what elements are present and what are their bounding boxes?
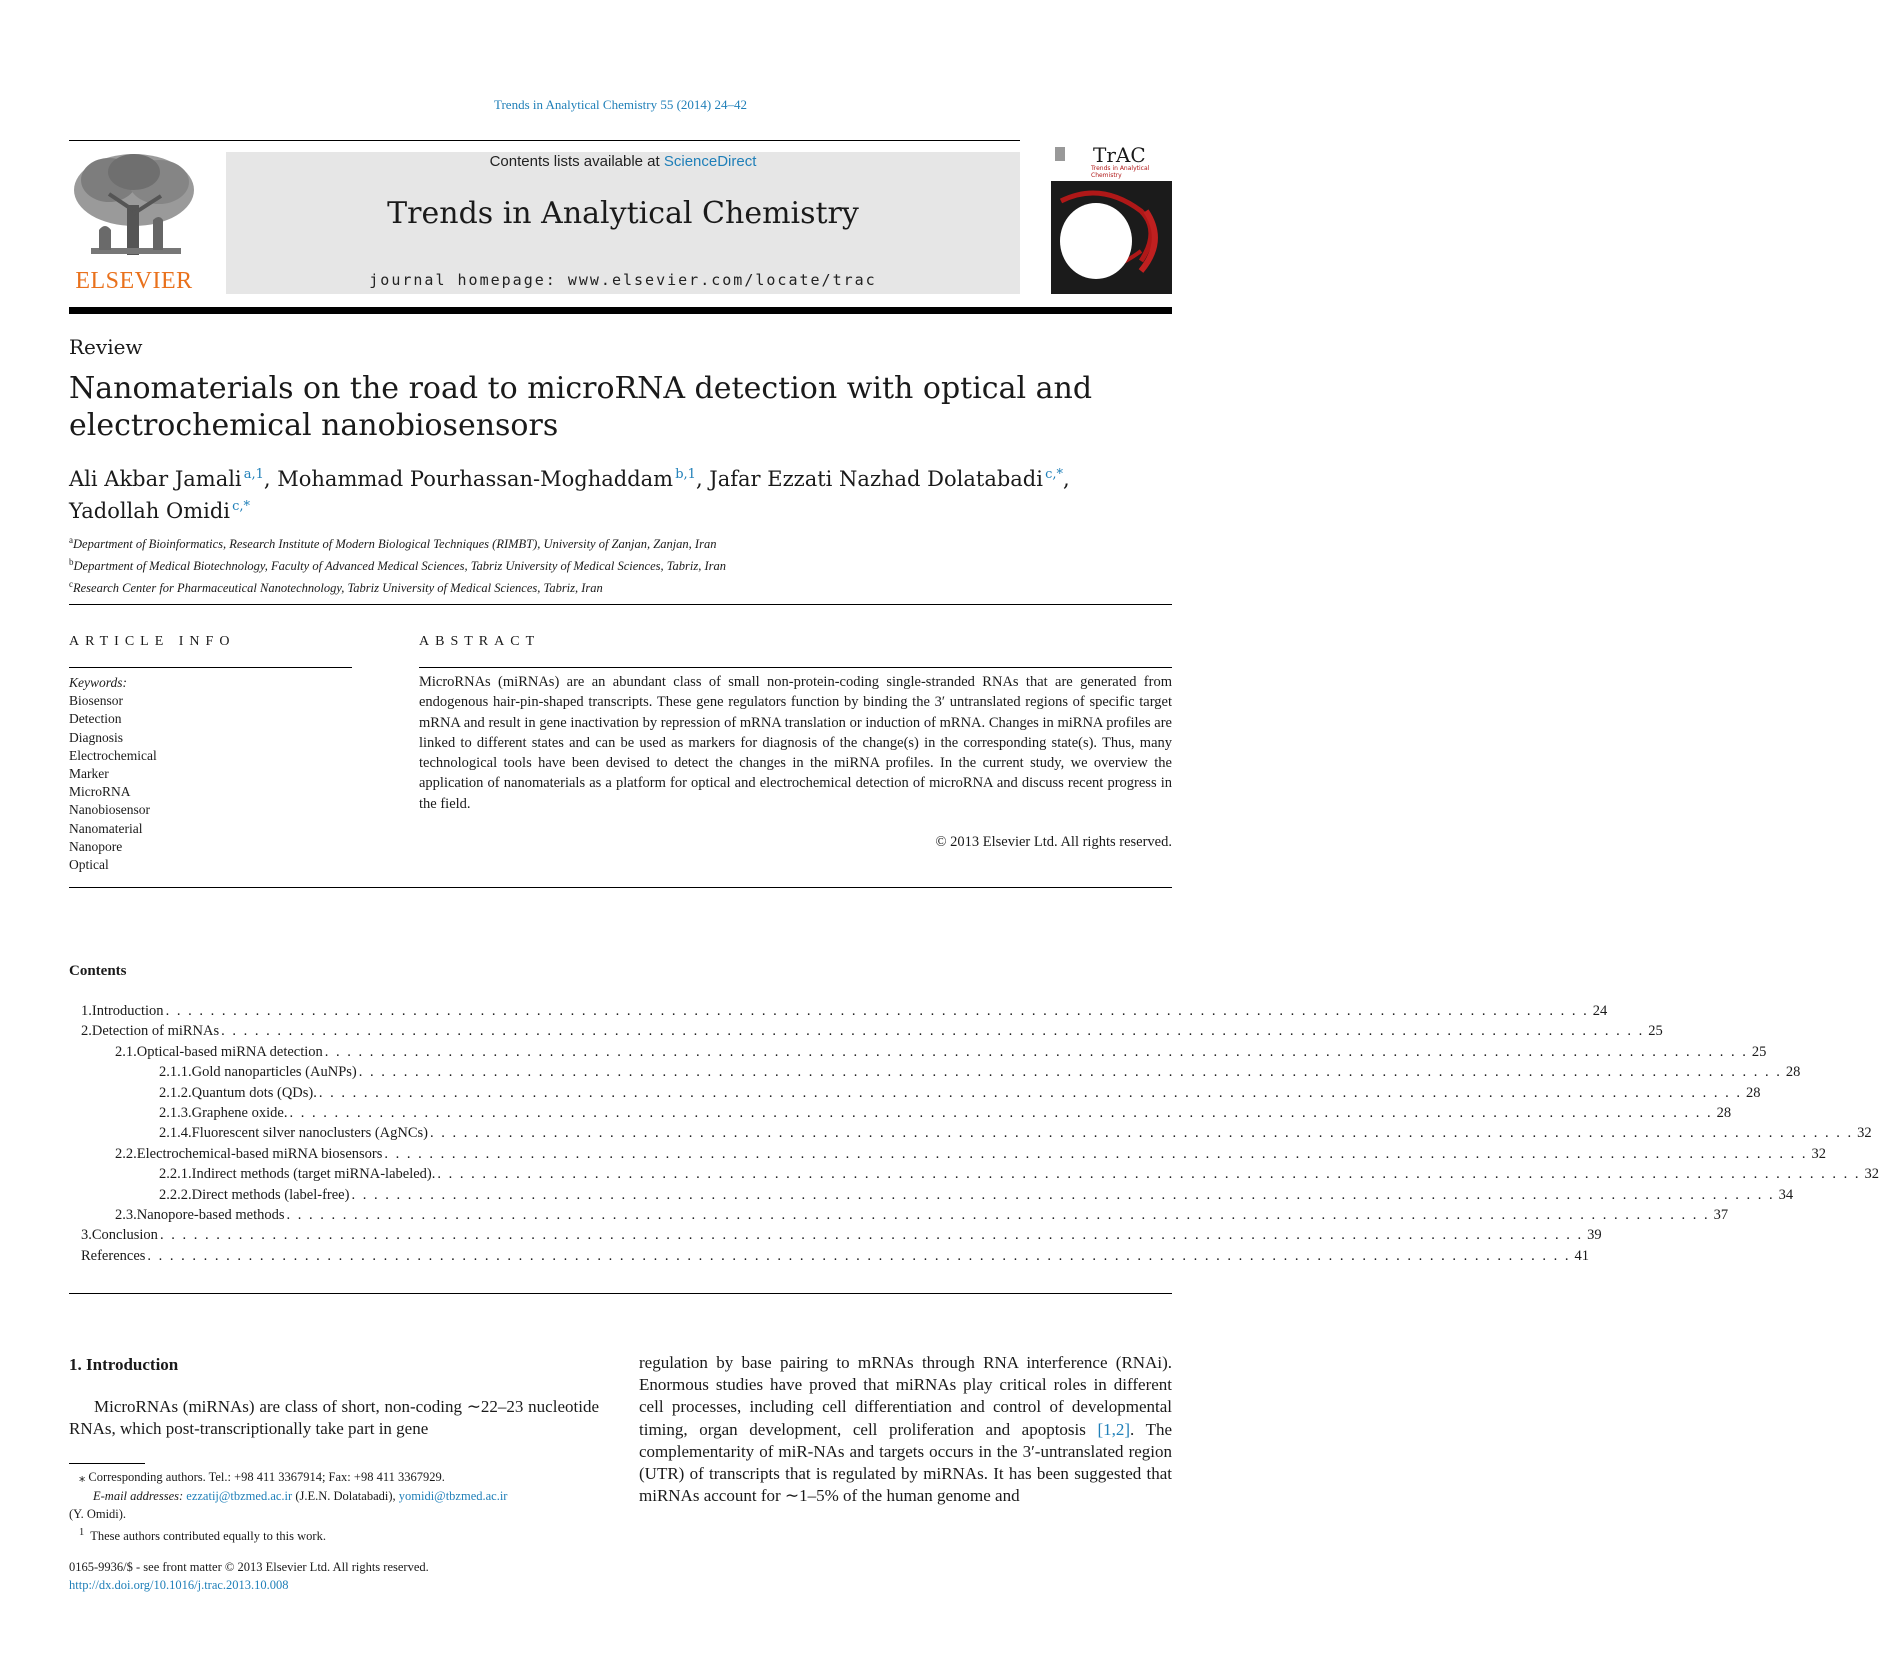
abstract-rule: [419, 667, 1172, 668]
toc-number: 2.1.4.: [159, 1125, 192, 1142]
table-of-contents: [69, 1001, 1879, 1266]
affiliation-text: Department of Bioinformatics, Research Institute of Modern Biological Techniques (RIMBT), University of Zanjan, Zanjan, Iran: [73, 537, 717, 552]
cover-subtitle: Trends in Analytical Chemistry: [1091, 165, 1150, 179]
email-owner: (Y. Omidi).: [69, 1507, 127, 1521]
affiliation-text: Research Center for Pharmaceutical Nanotechnology, Tabriz University of Medical Sciences, Tabriz, Iran: [73, 581, 603, 596]
toc-page-number: 28: [1746, 1084, 1761, 1101]
footnotes: [69, 1468, 599, 1545]
toc-entry[interactable]: [69, 1062, 1801, 1082]
citation-link[interactable]: [1,2]: [1097, 1419, 1131, 1439]
author-affiliation-mark[interactable]: b,1: [675, 467, 696, 482]
keyword-item: Optical: [69, 857, 109, 873]
toc-leader-dots: . . . . . . . . . . . . . . . . . . . . . . . . . . . . . . . . . . . . . . . . . . . . . . . . . . . . . . . . . . . . . . . . . . . . . . . . . . . . . . . . . . . . . . . . . . . . . . . . . . . . . . . . . . . . . . . . . . . . . . . . . . . . . . .: [384, 1145, 1808, 1162]
toc-number: 3.: [81, 1227, 92, 1244]
toc-title: Gold nanoparticles (AuNPs): [191, 1064, 357, 1081]
keyword-item: Nanomaterial: [69, 820, 143, 836]
toc-number: 2.1.3.: [159, 1104, 192, 1121]
journal-name: Trends in Analytical Chemistry: [387, 196, 859, 231]
keyword-item: Electrochemical: [69, 747, 157, 763]
toc-number: 2.: [81, 1023, 92, 1040]
toc-entry[interactable]: [69, 1123, 1872, 1143]
toc-leader-dots: . . . . . . . . . . . . . . . . . . . . . . . . . . . . . . . . . . . . . . . . . . . . . . . . . . . . . . . . . . . . . . . . . . . . . . . . . . . . . . . . . . . . . . . . . . . . . . . . . . . . . . . . . . . . . . . . . . . . . . . . . . . . . . .: [289, 1104, 1713, 1121]
keyword-item: Diagnosis: [69, 729, 123, 745]
toc-page-number: 41: [1574, 1247, 1590, 1264]
toc-entry[interactable]: [69, 1021, 1663, 1041]
toc-leader-dots: . . . . . . . . . . . . . . . . . . . . . . . . . . . . . . . . . . . . . . . . . . . . . . . . . . . . . . . . . . . . . . . . . . . . . . . . . . . . . . . . . . . . . . . . . . . . . . . . . . . . . . . . . . . . . . . . . . . . . . . . . . . . . . .: [437, 1166, 1861, 1183]
corresponding-note: ⁎ Corresponding authors. Tel.: +98 411 3367914; Fax: +98 411 3367929.: [79, 1470, 445, 1484]
toc-title: Nanopore-based methods: [136, 1206, 285, 1223]
affiliation-text: Department of Medical Biotechnology, Faculty of Advanced Medical Sciences, Tabriz University of Medical Sciences, Tabriz, Iran: [73, 559, 727, 574]
email-owner: (J.E.N. Dolatabadi),: [292, 1488, 399, 1503]
introduction-paragraph-left: MicroRNAs (miRNAs) are class of short, non-coding ∼22–23 nucleotide RNAs, which post-transcriptionally take part in gene: [69, 1397, 599, 1439]
affiliation-mark: b: [69, 557, 74, 568]
toc-leader-dots: . . . . . . . . . . . . . . . . . . . . . . . . . . . . . . . . . . . . . . . . . . . . . . . . . . . . . . . . . . . . . . . . . . . . . . . . . . . . . . . . . . . . . . . . . . . . . . . . . . . . . . . . . . . . . . . . . . . . . . . . . . . . . . .: [159, 1227, 1584, 1244]
toc-title: Electrochemical-based miRNA biosensors: [136, 1145, 383, 1162]
author-affiliation-mark[interactable]: c,*: [232, 499, 251, 514]
author-name: Ali Akbar Jamali: [69, 467, 242, 491]
toc-title: Optical-based miRNA detection: [136, 1043, 323, 1060]
keyword-item: Nanopore: [69, 838, 123, 854]
paragraph-text: regulation by base pairing to mRNAs through RNA interference (RNAi). Enormous studies have proved that miRNAs play critical roles in different cell processes, including cell differentiation and control of developmental timing, organ development, cell proliferation and apoptosis: [639, 1353, 1172, 1439]
footnote-mark: 1: [79, 1526, 85, 1538]
toc-title: Detection of miRNAs: [91, 1023, 220, 1040]
abstract-copyright: © 2013 Elsevier Ltd. All rights reserved.: [935, 834, 1172, 850]
article-info-heading: ARTICLE INFO: [69, 634, 236, 649]
keywords-label: Keywords:: [69, 675, 127, 690]
toc-leader-dots: . . . . . . . . . . . . . . . . . . . . . . . . . . . . . . . . . . . . . . . . . . . . . . . . . . . . . . . . . . . . . . . . . . . . . . . . . . . . . . . . . . . . . . . . . . . . . . . . . . . . . . . . . . . . . . . . . . . . . . . . . . . . . . .: [165, 1003, 1589, 1019]
author-affiliation-mark[interactable]: c,*: [1045, 467, 1063, 482]
toc-leader-dots: . . . . . . . . . . . . . . . . . . . . . . . . . . . . . . . . . . . . . . . . . . . . . . . . . . . . . . . . . . . . . . . . . . . . . . . . . . . . . . . . . . . . . . . . . . . . . . . . . . . . . . . . . . . . . . . . . . . . . . . . . . . . . . .: [221, 1023, 1645, 1040]
toc-number: 2.2.1.: [159, 1166, 192, 1183]
author-list: [69, 461, 1179, 525]
toc-number: 2.1.1.: [159, 1064, 192, 1081]
journal-homepage[interactable]: journal homepage: www.elsevier.com/locate/trac: [369, 271, 877, 289]
author-separator: ,: [1063, 467, 1070, 491]
toc-entry[interactable]: [69, 1103, 1732, 1123]
keyword-item: Detection: [69, 711, 122, 727]
paragraph-text: . The complementarity of miR-NAs and targets occurs in the 3′-untranslated region (UTR) of transcripts that is regulated by miRNAs. It has been suggested that miRNAs account for ∼1–5% of the human genome and: [639, 1419, 1173, 1506]
article-info-rule: [69, 667, 352, 668]
toc-title: Fluorescent silver nanoclusters (AgNCs): [191, 1125, 429, 1142]
toc-title: Introduction: [91, 1003, 164, 1019]
toc-leader-dots: . . . . . . . . . . . . . . . . . . . . . . . . . . . . . . . . . . . . . . . . . . . . . . . . . . . . . . . . . . . . . . . . . . . . . . . . . . . . . . . . . . . . . . . . . . . . . . . . . . . . . . . . . . . . . . . . . . . . . . . . . . . . . . .: [430, 1125, 1854, 1142]
header-rule: [69, 140, 1020, 141]
email-link[interactable]: yomidi@tbzmed.ac.ir: [398, 1488, 508, 1503]
abstract-text: MicroRNAs (miRNAs) are an abundant class of small non-protein-coding single-stranded RNAs that are generated from endogenous hair-pin-shaped transcripts. These gene regulators function by binding the 3′ untranslated regions of specific target mRNA and result in gene inactivation by repression of mRNA translation or induction of mRNA. Changes in miRNA profiles are linked to different states and can be used as markers for diagnosis of the change(s) in the corresponding state(s). Thus, many technological tools have been devised to detect the changes in the miRNA profiles. In the current study, we overview the application of nanomaterials as a platform for optical and electrochemical detection of microRNA and discuss recent progress in the field.: [419, 674, 1172, 812]
equal-contribution-note: [69, 1524, 599, 1546]
toc-number: 2.1.: [115, 1043, 137, 1060]
author-separator: ,: [695, 467, 710, 491]
toc-page-number: 25: [1648, 1023, 1663, 1040]
contents-heading: Contents: [69, 963, 127, 979]
toc-page-number: 39: [1587, 1227, 1602, 1244]
email-label: E-mail addresses:: [93, 1488, 184, 1503]
keyword-item: MicroRNA: [69, 784, 131, 800]
toc-leader-dots: . . . . . . . . . . . . . . . . . . . . . . . . . . . . . . . . . . . . . . . . . . . . . . . . . . . . . . . . . . . . . . . . . . . . . . . . . . . . . . . . . . . . . . . . . . . . . . . . . . . . . . . . . . . . . . . . . . . . . . . . . . . . . . .: [324, 1043, 1748, 1060]
affiliation-item: [69, 553, 1179, 575]
author-name: Jafar Ezzati Nazhad Dolatabadi: [709, 467, 1043, 491]
contents-prefix: Contents lists available at: [489, 153, 664, 170]
section-rule: [69, 604, 1172, 605]
toc-title: References: [81, 1247, 146, 1264]
author-name: Mohammad Pourhassan-Moghaddam: [277, 467, 674, 491]
affiliations: [69, 531, 1179, 597]
toc-entry[interactable]: [69, 1083, 1761, 1103]
doi-link[interactable]: http://dx.doi.org/10.1016/j.trac.2013.10.008: [69, 1578, 289, 1592]
toc-page-number: 32: [1857, 1125, 1872, 1142]
toc-entry[interactable]: [69, 1205, 1729, 1225]
header-thick-rule: [69, 307, 1172, 314]
toc-number: 2.2.: [115, 1145, 137, 1162]
email-link[interactable]: ezzatij@tbzmed.ac.ir: [186, 1488, 293, 1503]
toc-entry[interactable]: [69, 1225, 1602, 1245]
toc-page-number: 34: [1778, 1186, 1794, 1203]
toc-number: 2.3.: [115, 1206, 137, 1223]
toc-page-number: 28: [1716, 1104, 1732, 1121]
toc-number: 2.1.2.: [159, 1084, 192, 1101]
toc-entry[interactable]: [69, 1144, 1827, 1164]
toc-title: Direct methods (label-free): [191, 1186, 350, 1203]
toc-page-number: 25: [1751, 1043, 1767, 1060]
article-type: Review: [69, 335, 143, 359]
toc-page-number: 32: [1864, 1166, 1879, 1183]
footnote-rule: [69, 1463, 145, 1464]
author-name: Yadollah Omidi: [69, 499, 230, 523]
toc-entry[interactable]: [69, 1164, 1879, 1184]
cover-title: TrAC: [1093, 143, 1146, 167]
journal-citation[interactable]: Trends in Analytical Chemistry 55 (2014) 24–42: [493, 97, 747, 112]
toc-entry[interactable]: [69, 1001, 1608, 1021]
toc-leader-dots: . . . . . . . . . . . . . . . . . . . . . . . . . . . . . . . . . . . . . . . . . . . . . . . . . . . . . . . . . . . . . . . . . . . . . . . . . . . . . . . . . . . . . . . . . . . . . . . . . . . . . . . . . . . . . . . . . . . . . . . . . . . . . . .: [351, 1186, 1775, 1203]
keyword-item: Nanobiosensor: [69, 802, 150, 818]
toc-page-number: 24: [1592, 1003, 1608, 1019]
toc-leader-dots: . . . . . . . . . . . . . . . . . . . . . . . . . . . . . . . . . . . . . . . . . . . . . . . . . . . . . . . . . . . . . . . . . . . . . . . . . . . . . . . . . . . . . . . . . . . . . . . . . . . . . . . . . . . . . . . . . . . . . . . . . . . . . . .: [318, 1084, 1743, 1101]
keywords-list: [69, 674, 352, 874]
sciencedirect-link[interactable]: ScienceDirect: [663, 153, 757, 170]
affiliation-mark: c: [69, 579, 73, 590]
front-matter: [69, 1558, 669, 1594]
author-affiliation-mark[interactable]: a,1: [243, 467, 264, 482]
toc-entry[interactable]: [69, 1185, 1794, 1205]
toc-page-number: 32: [1811, 1145, 1827, 1162]
toc-entry[interactable]: [69, 1246, 1590, 1266]
email-note: [69, 1487, 599, 1506]
toc-title: Graphene oxide.: [191, 1104, 288, 1121]
section-rule: [69, 1293, 1172, 1294]
elsevier-wordmark: ELSEVIER: [75, 268, 193, 294]
keyword-item: Biosensor: [69, 693, 123, 709]
author-separator: ,: [263, 467, 278, 491]
keyword-item: Marker: [69, 766, 109, 782]
section-rule: [69, 887, 1172, 888]
toc-number: 1.: [81, 1003, 92, 1019]
toc-page-number: 28: [1785, 1064, 1801, 1081]
issn-line: 0165-9936/$ - see front matter © 2013 Elsevier Ltd. All rights reserved.: [69, 1560, 429, 1574]
affiliation-mark: a: [69, 535, 73, 545]
elsevier-tree-icon: [69, 150, 199, 268]
affiliation-item: [69, 575, 1179, 597]
toc-page-number: 37: [1713, 1206, 1729, 1223]
affiliation-item: [69, 531, 1179, 553]
footnote-text: These authors contributed equally to this work.: [90, 1528, 326, 1543]
toc-entry[interactable]: [69, 1042, 1767, 1062]
contents-availability: [226, 153, 1020, 170]
toc-title: Indirect methods (target miRNA-labeled).: [191, 1166, 436, 1183]
article-title: Nanomaterials on the road to microRNA detection with optical and electrochemical nanobiosensors: [69, 371, 1093, 443]
toc-leader-dots: . . . . . . . . . . . . . . . . . . . . . . . . . . . . . . . . . . . . . . . . . . . . . . . . . . . . . . . . . . . . . . . . . . . . . . . . . . . . . . . . . . . . . . . . . . . . . . . . . . . . . . . . . . . . . . . . . . . . . . . . . . . . . . .: [147, 1247, 1571, 1264]
toc-leader-dots: . . . . . . . . . . . . . . . . . . . . . . . . . . . . . . . . . . . . . . . . . . . . . . . . . . . . . . . . . . . . . . . . . . . . . . . . . . . . . . . . . . . . . . . . . . . . . . . . . . . . . . . . . . . . . . . . . . . . . . . . . . . . . . .: [358, 1064, 1782, 1081]
toc-number: 2.2.2.: [159, 1186, 192, 1203]
toc-leader-dots: . . . . . . . . . . . . . . . . . . . . . . . . . . . . . . . . . . . . . . . . . . . . . . . . . . . . . . . . . . . . . . . . . . . . . . . . . . . . . . . . . . . . . . . . . . . . . . . . . . . . . . . . . . . . . . . . . . . . . . . . . . . . . . .: [286, 1206, 1710, 1223]
abstract-heading: ABSTRACT: [419, 634, 541, 649]
introduction-paragraph-right: [639, 1352, 1172, 1507]
toc-title: Conclusion: [91, 1227, 158, 1244]
introduction-heading: 1. Introduction: [69, 1355, 179, 1374]
toc-title: Quantum dots (QDs).: [191, 1084, 317, 1101]
journal-cover: [1051, 141, 1172, 294]
